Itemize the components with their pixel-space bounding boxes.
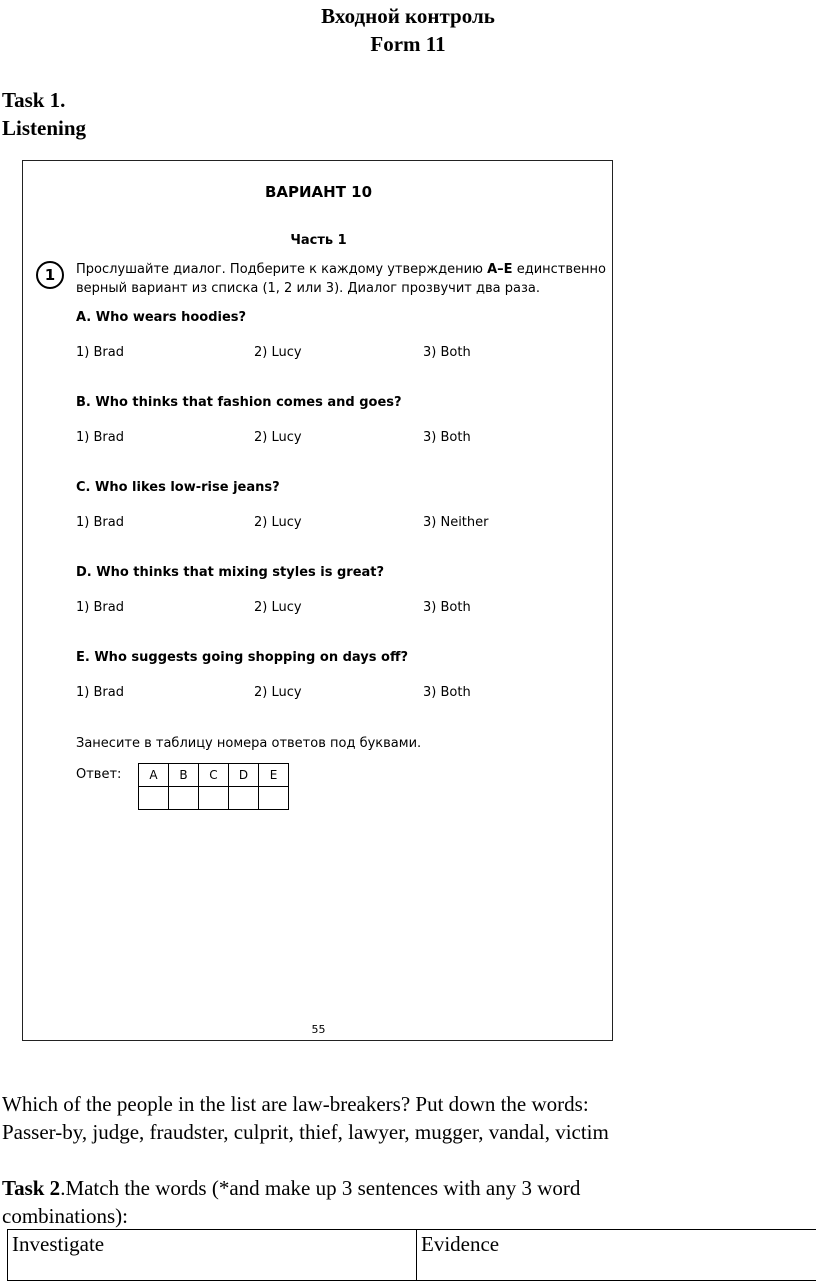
answer-cell xyxy=(169,787,199,810)
answer-cell xyxy=(229,787,259,810)
option: 1) Brad xyxy=(76,430,124,445)
task1-subtitle: Listening xyxy=(2,116,87,140)
task-instruction xyxy=(76,260,606,298)
page-title: Входной контроль xyxy=(321,4,495,28)
answer-note: Занесите в таблицу номера ответов под буквами. xyxy=(76,736,422,751)
matching-table xyxy=(7,1229,816,1281)
instruction-bold: A–E xyxy=(487,262,513,277)
answer-letter: A xyxy=(139,764,169,787)
variant-title: ВАРИАНТ 10 xyxy=(264,183,373,201)
option: 1) Brad xyxy=(76,600,124,615)
task-number-badge: 1 xyxy=(36,261,64,289)
lawbreakers-words: Passer-by, judge, fraudster, culprit, thief, lawyer, mugger, vandal, victim xyxy=(2,1120,609,1144)
question-b: B. Who thinks that fashion comes and goes? xyxy=(76,395,402,410)
task2-heading xyxy=(2,1174,702,1230)
answer-cell xyxy=(259,787,289,810)
option: 1) Brad xyxy=(76,685,124,700)
answer-grid xyxy=(138,763,289,810)
option: 2) Lucy xyxy=(254,685,302,700)
option: 3) Both xyxy=(423,345,471,360)
scanned-exam-page xyxy=(22,160,613,1041)
option: 3) Both xyxy=(423,430,471,445)
task1-label: Task 1. xyxy=(2,88,66,112)
form-label: Form 11 xyxy=(370,32,446,56)
option: 1) Brad xyxy=(76,515,124,530)
answer-label: Ответ: xyxy=(76,767,122,782)
answer-letter: C xyxy=(199,764,229,787)
answer-letter: B xyxy=(169,764,199,787)
option: 3) Both xyxy=(423,600,471,615)
lawbreakers-question: Which of the people in the list are law-breakers? Put down the words: xyxy=(2,1092,589,1116)
answer-letter: D xyxy=(229,764,259,787)
instruction-pre: Прослушайте диалог. Подберите к каждому утверждению xyxy=(76,262,488,277)
task2-text: .Match the words (*and make up 3 sentences with any 3 word combinations): xyxy=(2,1176,581,1228)
option: 2) Lucy xyxy=(254,515,302,530)
instruction-post: единственно верный вариант из списка (1, 2 или 3). Диалог прозвучит два раза. xyxy=(76,262,606,296)
option: 1) Brad xyxy=(76,345,124,360)
page-number: 55 xyxy=(311,1023,326,1036)
question-e: E. Who suggests going shopping on days off? xyxy=(76,650,409,665)
answer-letter: E xyxy=(259,764,289,787)
table-cell: Investigate xyxy=(8,1230,417,1281)
question-c: C. Who likes low-rise jeans? xyxy=(76,480,280,495)
task2-label: Task 2 xyxy=(2,1176,61,1200)
question-a: A. Who wears hoodies? xyxy=(76,310,247,325)
answer-cell xyxy=(199,787,229,810)
option: 2) Lucy xyxy=(254,430,302,445)
option: 3) Both xyxy=(423,685,471,700)
answer-cell xyxy=(139,787,169,810)
table-cell: Evidence xyxy=(417,1230,816,1281)
option: 2) Lucy xyxy=(254,345,302,360)
part-title: Часть 1 xyxy=(290,233,347,248)
option: 3) Neither xyxy=(423,515,489,530)
table-row xyxy=(8,1230,816,1281)
question-d: D. Who thinks that mixing styles is great? xyxy=(76,565,385,580)
option: 2) Lucy xyxy=(254,600,302,615)
